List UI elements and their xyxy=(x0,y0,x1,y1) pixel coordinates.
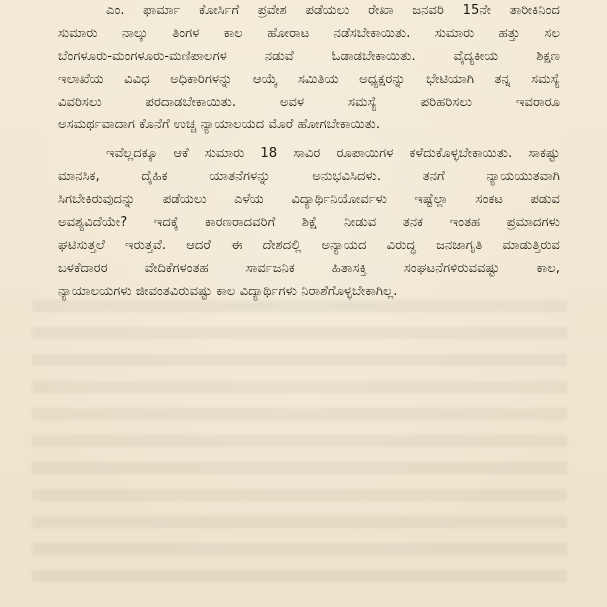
text-line: ಮಾನಸಿಕ, ದೈಹಿಕ ಯಾತನೆಗಳನ್ನು ಅನುಭವಿಸಿದಳು. ತನಗೆ ನ್ಯಾಯಯುತವಾಗಿ xyxy=(58,169,560,185)
text-line: ಸುಮಾರು ನಾಲ್ಕು ತಿಂಗಳ ಕಾಲ ಹೋರಾಟ ನಡೆಸಬೇಕಾಯಿತು. ಸುಮಾರು ಹತ್ತು ಸಲ xyxy=(58,25,560,41)
text-line: ಘಟಿಸುತ್ತಲೆ ಇರುತ್ತವೆ. ಆದರೆ ಈ ದೇಶದಲ್ಲಿ ಅನ್ಯಾಯದ ವಿರುದ್ಧ ಜನಜಾಗೃತಿ ಮಾಡುತ್ತಿರುವ xyxy=(58,237,560,253)
paragraph-2 xyxy=(58,143,560,303)
body-text xyxy=(58,0,560,304)
text-line: ನ್ಯಾಯಾಲಯಗಳು ಜೀವಂತವಿರುವಷ್ಟು ಕಾಲ ವಿದ್ಯಾರ್ಥಿಗಳು ನಿರಾಶೆಗೊಳ್ಳಬೇಕಾಗಿಲ್ಲ. xyxy=(58,283,398,299)
text-line: ಇವೆಲ್ಲದಕ್ಕೂ ಆಕೆ ಸುಮಾರು 18 ಸಾವಿರ ರೂಪಾಯಿಗಳ ಕಳೆದುಕೊಳ್ಳಬೇಕಾಯಿತು. ಸಾಕಷ್ಟು xyxy=(106,146,560,162)
text-line: ಅವಶ್ಯವಿದೆಯೇ? ಇದಕ್ಕೆ ಕಾರಣರಾದವರಿಗೆ ಶಿಕ್ಷೆ ನೀಡುವ ತನಕ ಇಂತಹ ಪ್ರಮಾದಗಳು xyxy=(58,215,560,231)
text-line: ಎಂ. ಫಾರ್ಮಾ ಕೋರ್ಸಿಗೆ ಪ್ರವೇಶ ಪಡೆಯಲು ರೇಖಾ ಜನವರಿ 15ನೇ ತಾರೀಕಿನಿಂದ xyxy=(106,3,560,18)
text-line: ಇಲಾಖೆಯ ವಿವಿಧ ಅಧಿಕಾರಿಗಳನ್ನು ಆಯ್ಕೆ ಸಮಿತಿಯ ಅಧ್ಯಕ್ಷರನ್ನು ಭೇಟಿಯಾಗಿ ತನ್ನ ಸಮಸ್ಯೆ xyxy=(58,71,560,87)
text-line: ವಿವರಿಸಲು ಪರದಾಡಬೇಕಾಯಿತು. ಅವಳ ಸಮಸ್ಯೆ ಪರಿಹರಿಸಲು ಇವರಾರೂ xyxy=(58,94,560,110)
text-line: ಬಳಕೆದಾರರ ವೇದಿಕೆಗಳಂತಹ ಸಾರ್ವಜನಿಕ ಹಿತಾಸಕ್ತಿ ಸಂಘಟನೆಗಳಿರುವವಷ್ಟು ಕಾಲ, xyxy=(58,260,560,276)
text-line: ಸಿಗಬೇಕಿರುವುದನ್ನು ಪಡೆಯಲು ಎಳೆಯ ವಿದ್ಯಾರ್ಥಿನಿಯೋರ್ವಳು ಇಷ್ಟೆಲ್ಲಾ ಸಂಕಟ ಪಡುವ xyxy=(58,192,560,208)
show-through-text xyxy=(32,300,567,597)
text-line: ಅಸಮರ್ಥವಾದಾಗ ಕೊನೆಗೆ ಉಚ್ಚ ನ್ಯಾಯಾಲಯದ ಮೊರೆ ಹೋಗಬೇಕಾಯಿತು. xyxy=(58,117,381,133)
text-line: ಬೆಂಗಳೂರು-ಮಂಗಳೂರು-ಮಣಿಪಾಲಗಳ ನಡುವೆ ಓಡಾಡಬೇಕಾಯಿತು. ವೈದ್ಯಕೀಯ ಶಿಕ್ಷಣ xyxy=(58,48,560,64)
paragraph-1 xyxy=(58,0,560,137)
